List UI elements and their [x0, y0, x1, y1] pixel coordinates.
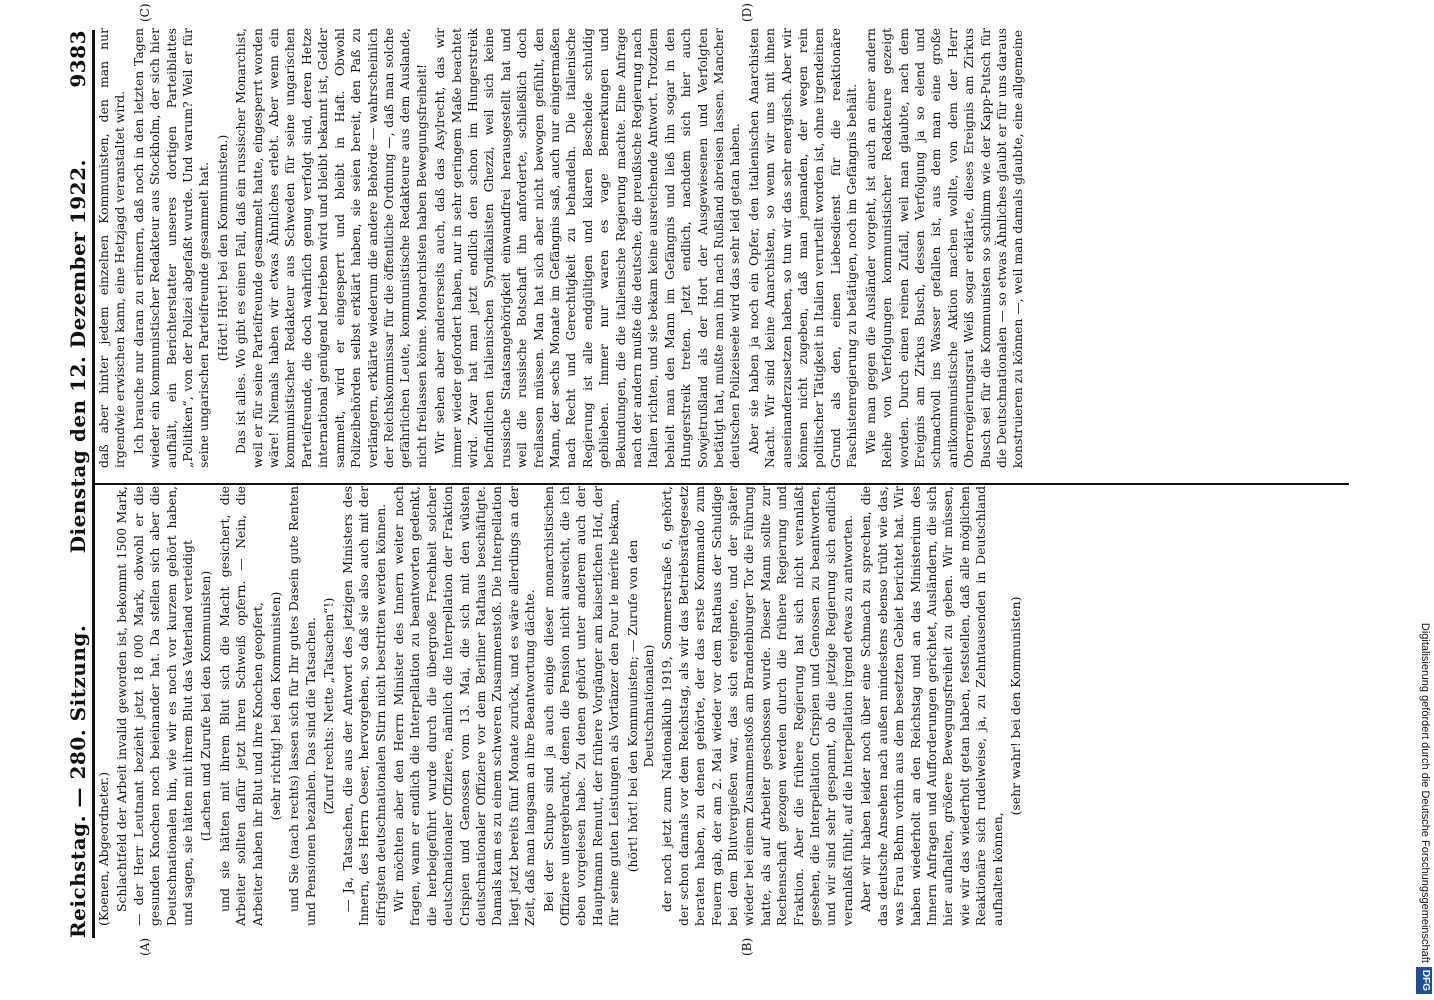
paragraph: Ich brauche nur daran zu erinnern, daß noch in den letzten Tagen wieder ein kommunistischer Redakteur aus Stockholm, der sich hier aufhält, ein Berichterstatter unseres dortigen Parteiblattes „Politiken“, von der Polizei abgefaßt wurde. Und warum? Weil er für seine ungarischen Parteifreunde gesammelt hat. — [130, 28, 212, 468]
paragraph: Wie man gegen die Ausländer vorgeht, ist auch an einer andern Reihe von Verfolgungen kommunistischer Redakteure gezeigt worden. Durch einen reinen Zufall, weil man glaubte, nach dem Ereignis am Zirkus Busch, dessen Verfolgung ja so elend und schmachvoll ins Wasser gefallen ist, aus dem man eine große antikommunistische Aktion machen wollte, von dem der Herr Oberregierungsrat Weiß sogar erklärte, dieses Ereignis am Zirkus Busch sei für die Kommunisten so schlimm wie der Kapp-Putsch für die Deutschnationalen — so etwas Ähnliches glaubt er für uns daraus konstruieren zu können —, weil man damals glaubte, eine allgemeine — [862, 28, 1026, 468]
left-column — [96, 486, 1026, 926]
speaker-line: (Koenen, Abgeordneter.) — [96, 771, 111, 926]
interjection: (sehr wahr! bei den Kommunisten) — [1007, 596, 1023, 816]
paragraph: Wir möchten aber den Herrn Minister des Innern weiter noch fragen, wann er endlich die Interpellation zu beantworten gedenkt, die herbeigeführt wurde durch die übergroße Frechheit solcher deutschnationaler Offiziere, nämlich die Interpellation der Fraktion Crispien und Genossen vom 13. Mai, die sich mit den wüsten deutschnationaler Offiziere vor dem Berliner Rathaus beschäftigte. Damals kam es zu einem schweren Zusammenstoß. Die Interpellation liegt jetzt bereits fünf Monate zurück, und es wäre allerdings an der Zeit, daß man langsam an ihre Beantwortung dächte. — [390, 486, 538, 926]
page-header — [60, 30, 90, 938]
dfg-logo-icon: DFG — [1416, 967, 1432, 994]
paragraph: und sie hätten mit ihrem Blut sich die Macht gesichert, die Arbeiter sollten dafür jetzt ihren Schweiß opfern. — Nein, die Arbeiter haben ihr Blut und ihre Knochen geopfert, — [216, 486, 265, 926]
paragraph: — Ja, Tatsachen, die aus der Antwort des jetzigen Ministers des Innern, des Herrn Oeser, hervorgehen, so daß sie also auch mit der eifrigsten deutschnationalen Stirn nicht bestritten werden können. — [339, 486, 388, 926]
column-divider — [94, 483, 1349, 485]
right-column — [96, 28, 1029, 468]
paragraph: Bei der Schupo sind ja auch einige dieser monarchistischen Offiziere untergebracht, denen die Pension nicht ausreicht, die ich eben vorgelesen habe. Zu denen gehört unter anderem auch der Hauptmann Remutt, der frühere Vorgänger am kaiserlichen Hof, der für seine guten Leistungen als Vortänzer den Pour le mérite bekam, — [540, 486, 622, 926]
interjection: (Zuruf rechts: Nette „Tatsachen“!) — [321, 597, 337, 815]
paragraph: Das ist alles. Wo gibt es einen Fall, daß ein russischer Monarchist, weil er für seine Parteifreunde gesammelt hatte, eingesperrt worden wäre! Niemals haben wir etwas Ähnliches erlebt. Aber wenn ein kommunistischer Redakteur aus Schweden für seine ungarischen Parteifreunde, die doch wahrlich genug verfolgt sind, deren Hetze international genügend betrieben wird und bleibt bekannt ist, Gelder sammelt, wird er eingesperrt und bleibt in Haft. Obwohl Polizeibehörden selbst erklärt haben, sie seien bereit, den Paß zu verlängern, erklärte wiederum die andere Behörde — wahrscheinlich der Reichskommissar für die öffentliche Ordnung —, daß man solche gefährlichen Leute, kommunistische Redakteure aus dem Auslande, nicht freilassen könne. Monarchisten haben Bewegungsfreiheit! — [233, 28, 429, 468]
paragraph: Aber sie haben ja noch ein Opfer, den italienischen Anarchisten Nacht. Wir sind keine Anarchisten, so wenn wir uns mit ihnen auseinanderzusetzen haben, so tun wir das sehr energisch. Aber wir können nicht zugeben, daß man jemanden, der wegen rein politischer Tätigkeit in Italien verurteilt worden ist, ohne irgendeinen Grund als den, einen Liebesdienst für die reaktionäre Faschistenregierung zu betätigen, noch im Gefängnis behält. — [745, 28, 860, 468]
interjection: (Lachen und Zurufe bei den Kommunisten) — [198, 570, 214, 842]
credit-text: Digitalisierung gefördert durch die Deutsche Forschungsgemeinschaft — [1419, 622, 1431, 963]
interjection: (Hört! Hört! bei den Kommunisten.) — [214, 134, 230, 362]
margin-letter-c: (C) — [138, 3, 152, 22]
digitization-credit — [1416, 6, 1434, 994]
header-left: Reichstag. — 280. Sitzung. — [66, 624, 90, 938]
header-center: Dienstag den 12. Dezember 1922. — [66, 159, 90, 554]
margin-letter-a: (A) — [138, 937, 152, 956]
page-number: 9383 — [66, 30, 90, 88]
paragraph: Schlachtfeld der Arbeit invalid geworden ist, bekommt 1500 Mark, — der Herr Leutnant bezieht jetzt 18 000 Mark, obwohl er die gesunden Knochen noch beieinander hat. Da stellen sich aber die Deutschnationalen hin, wie wir es noch vor kurzem gehört haben, und sagen, sie hätten mit ihrem Blut das Vaterland verteidigt — [114, 486, 196, 926]
interjection: (hört! hört! bei den Kommunisten; — Zurufe von den Deutschnationalen) — [624, 539, 656, 873]
interjection: (sehr richtig! bei den Kommunisten) — [268, 591, 284, 821]
paragraph: und Sie (nach rechts) lassen sich für Ihr gutes Dasein gute Renten und Pensionen bezahlen. Das sind die Tatsachen. — [286, 486, 318, 926]
paragraph: der noch jetzt zum Nationalklub 1919, Sommerstraße 6, gehört, der schon damals vor dem Reichstag, als wir das Betriebsrätegesetz beraten haben, zu denen gehörte, der das erste Kommando zum Feuern gab, der am 2. Mai wieder vor dem Rathaus der Schuldige bei dem Blutvergießen war, das sich ereignete, und der später wieder bei einem Zusammenstoß am Brandenburger Tor die Führung hatte, als auf Arbeiter geschossen wurde. Dieser Mann sollte zur Rechenschaft gezogen werden durch die frühere Regierung und Fraktion. Aber die frühere Regierung hat sich nicht veranlaßt gesehen, die Interpellation Crispien und Genossen zu beantworten, und wir sind sehr gespannt, ob die jetzige Regierung sich endlich veranlaßt fühlt, auf die Interpellation irgend etwas zu antworten. — [659, 486, 855, 926]
paragraph: Wir sehen aber andererseits auch, daß das Asylrecht, das wir immer wieder gefordert haben, nur in sehr geringem Maße beachtet wird. Zwar hat man jetzt endlich den schon im Hungerstreik befindlichen italienischen Syndikalisten Ghezzi, weil sich keine russische Staatsangehörigkeit einwandfrei herausgestellt hat und weil die russische Botschaft ihn anforderte, schließlich doch freilassen müssen. Man hat sich aber nicht bewogen gefühlt, den Mann, der sechs Monate im Gefängnis saß, auch nur einigermaßen nach Recht und Gerechtigkeit zu behandeln. Die italienische Regierung ist alle endgültigen und klaren Bescheide schuldig geblieben. Immer nur waren es vage Bemerkungen und Bekundungen, die die italienische Regierung machte. Eine Anfrage nach der andern mußte die deutsche, die preußische Regierung nach Italien richten, und sie bekam keine ausreichende Antwort. Trotzdem behielt man den Mann im Gefängnis und ließ ihn sogar in den Hungerstreik treten. Jetzt endlich, nachdem sich hier auch Sowjetrußland als der Hort der Ausgewiesenen und Verfolgten betätigt hat, mußte man ihn nach Rußland abreisen lassen. Mancher deutschen Polizeiseele wird das sehr leid getan haben. — [432, 28, 743, 468]
paragraph: daß aber hinter jedem einzelnen Kommunisten, den man nur irgendwie erwischen kann, eine Hetzjagd veranstaltet wird. — [96, 28, 128, 468]
margin-letter-b: (B) — [740, 937, 754, 956]
margin-letter-d: (D) — [740, 3, 754, 22]
paragraph: Aber wir haben leider noch über eine Schmach zu sprechen, die das deutsche Ansehen nach außen mindestens ebenso trübt wie das, was Frau Behm vorhin aus dem besetzten Gebiet berichtet hat. Wir haben wiederholt an den Reichstag und an das Ministerium des Innern Anfragen und Aufforderungen gerichtet, Ausländern, die sich hier aufhalten, größere Bewegungsfreiheit zu geben. Wir müssen, wie wir das wiederholt getan haben, feststellen, daß alle möglichen Reaktionäre sich rudelweise, ja, zu Zehntausenden in Deutschland aufhalten können, — [858, 486, 1005, 926]
